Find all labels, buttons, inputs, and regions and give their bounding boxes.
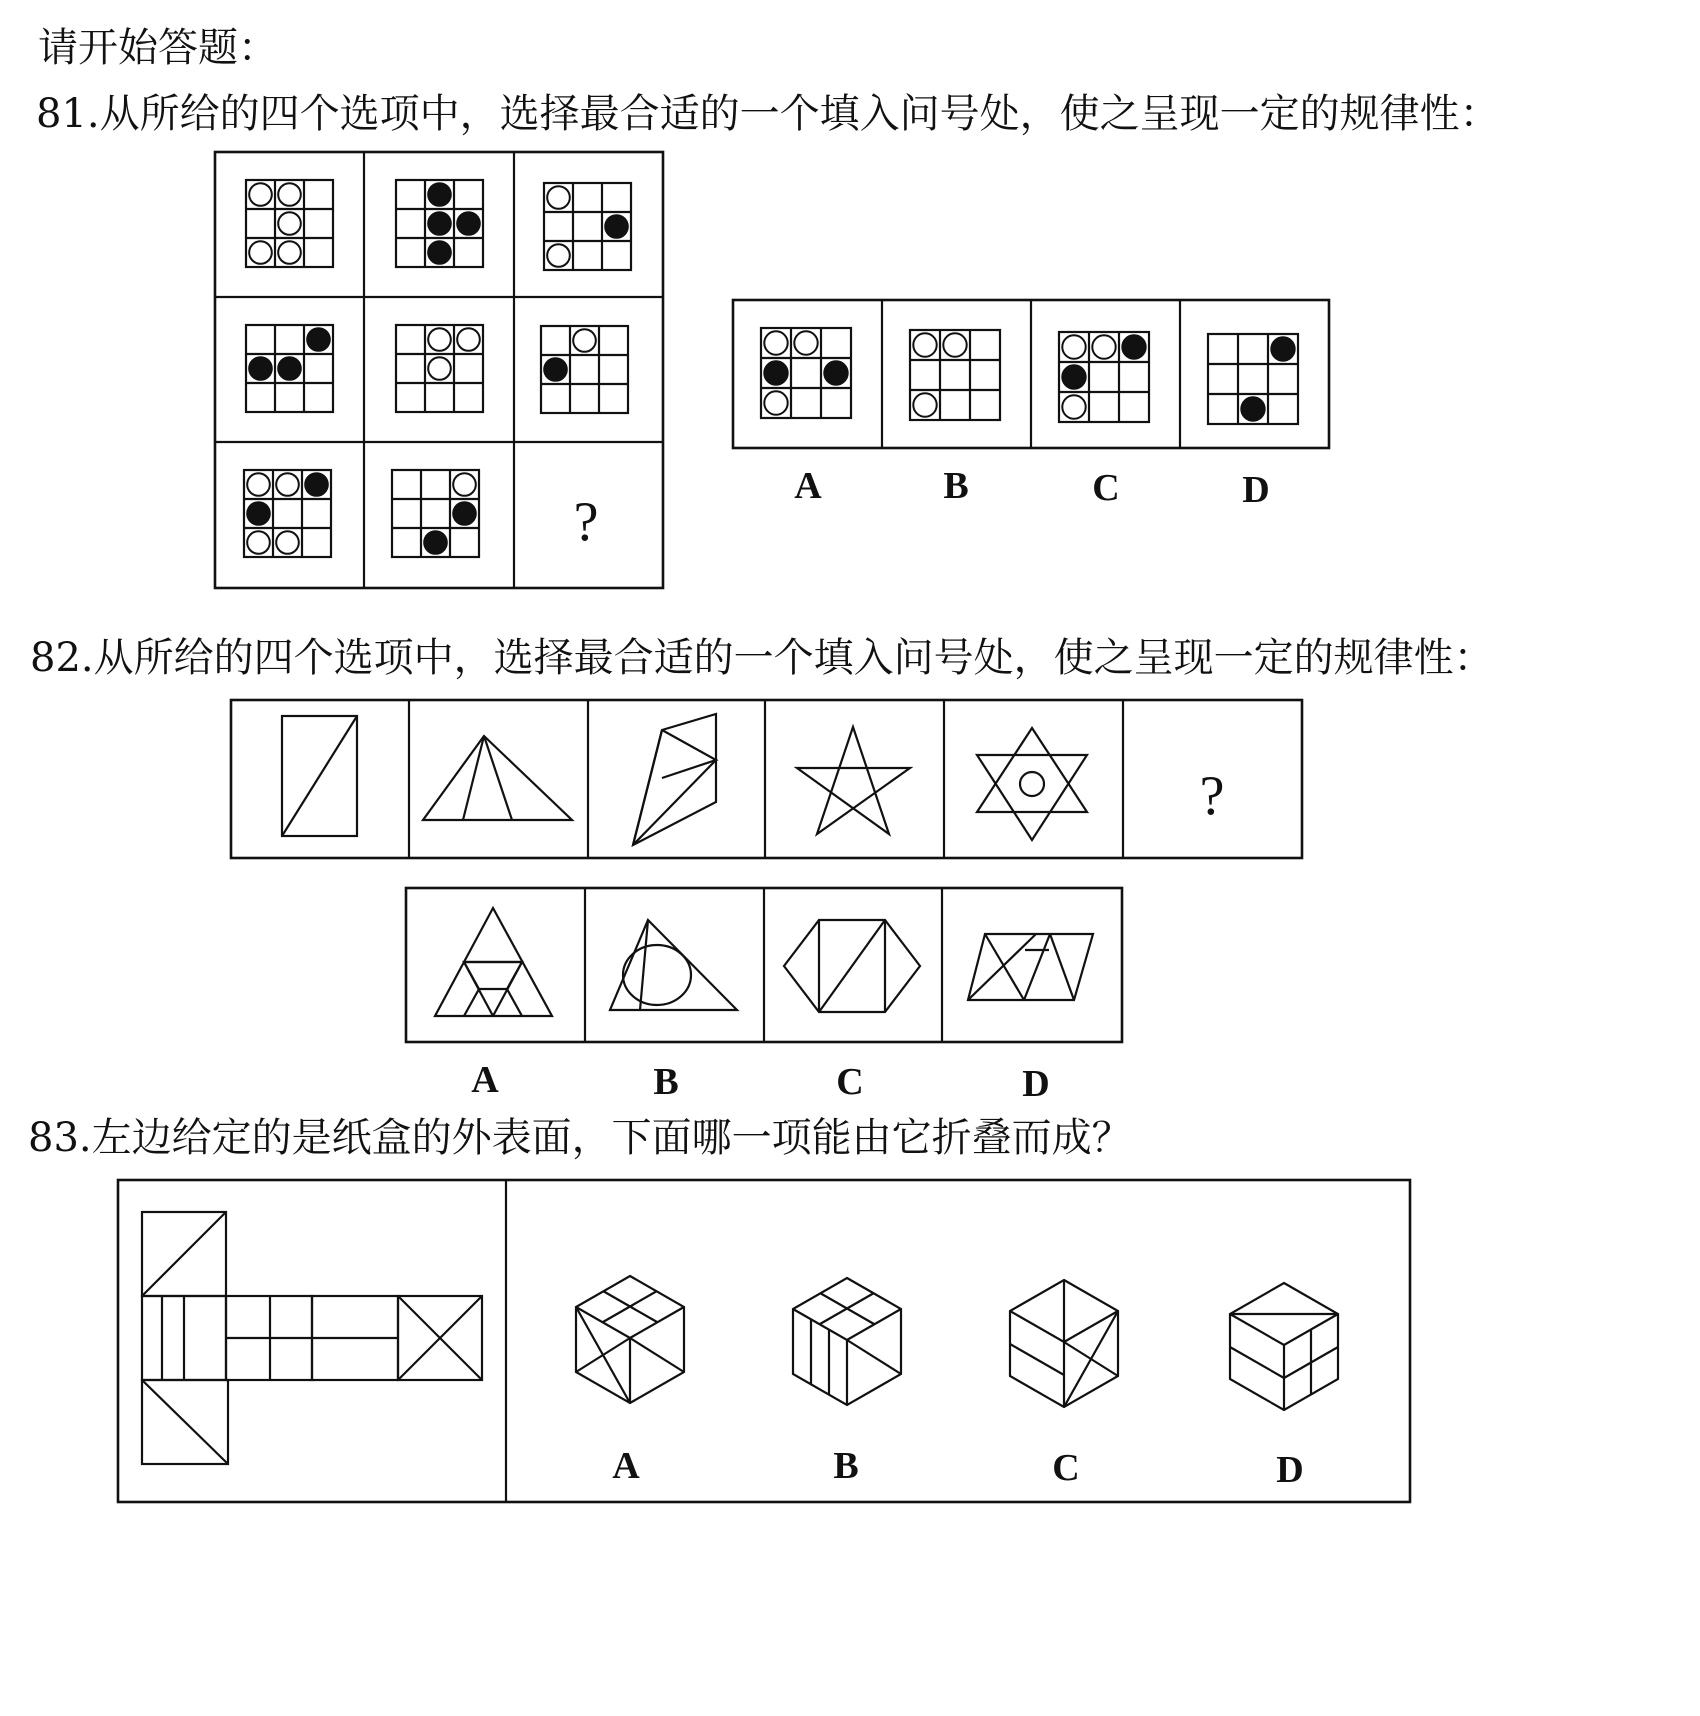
q83-option-c-cube[interactable] <box>1010 1280 1118 1407</box>
q81-option-a-label[interactable]: A <box>794 465 822 507</box>
q83-option-b-cube[interactable] <box>793 1278 901 1405</box>
q83-option-b-label[interactable]: B <box>833 1445 859 1487</box>
q81-question-mark: ? <box>573 491 599 553</box>
q81-option-c-label[interactable]: C <box>1092 467 1120 509</box>
q81-option-d-label[interactable]: D <box>1242 469 1270 511</box>
q82-option-d-label[interactable]: D <box>1022 1063 1050 1105</box>
q82-option-a-label[interactable]: A <box>471 1059 499 1101</box>
intro-text: 请开始答题： <box>38 25 278 71</box>
q83-box-net <box>142 1212 482 1464</box>
q83-option-c-label[interactable]: C <box>1052 1447 1080 1489</box>
q82-option-b-label[interactable]: B <box>653 1061 679 1103</box>
q81-option-b-label[interactable]: B <box>943 465 969 507</box>
q83-question: 83.左边给定的是纸盒的外表面，下面哪一项能由它折叠而成？ <box>28 1115 1132 1161</box>
q82-question-mark: ? <box>1199 765 1225 827</box>
q83-option-a-cube[interactable] <box>576 1276 684 1403</box>
q83-option-d-label[interactable]: D <box>1276 1449 1304 1491</box>
q83-option-a-label[interactable]: A <box>612 1445 640 1487</box>
q82-question: 82.从所给的四个选项中，选择最合适的一个填入问号处，使之呈现一定的规律性： <box>30 635 1494 681</box>
q83-option-d-cube[interactable] <box>1230 1283 1338 1410</box>
q82-option-c-label[interactable]: C <box>836 1061 864 1103</box>
q81-question: 81.从所给的四个选项中，选择最合适的一个填入问号处，使之呈现一定的规律性： <box>36 91 1500 137</box>
